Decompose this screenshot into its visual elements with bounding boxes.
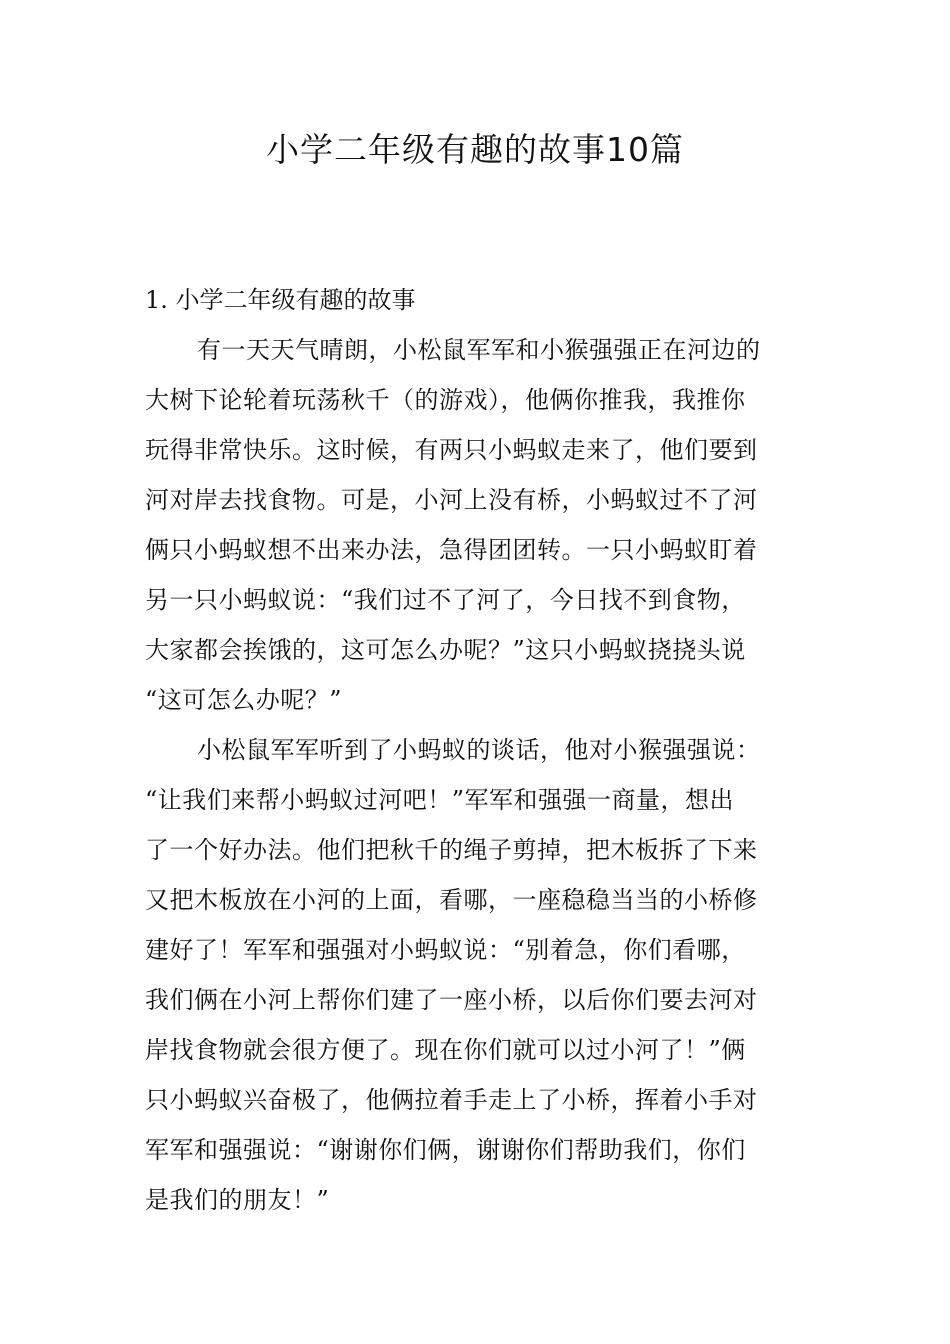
paragraph-line: 俩只小蚂蚁想不出来办法，急得团团转。一只小蚂蚁盯着	[145, 536, 758, 564]
paragraph-line: 军军和强强说：“谢谢你们俩，谢谢你们帮助我们，你们	[145, 1136, 746, 1164]
paragraph-line: 只小蚂蚁兴奋极了，他俩拉着手走上了小桥，挥着小手对	[145, 1086, 758, 1114]
paragraph-line: 又把木板放在小河的上面，看哪，一座稳稳当当的小桥修	[145, 886, 758, 914]
paragraph-line: 有一天天气晴朗，小松鼠军军和小猴强强正在河边的	[197, 336, 761, 364]
paragraph-line: 是我们的朋友！”	[145, 1186, 330, 1214]
paragraph-line: 小松鼠军军听到了小蚂蚁的谈话，他对小猴强强说：	[197, 736, 761, 764]
story-paragraph-2	[145, 725, 810, 1225]
section-heading: 1. 小学二年级有趣的故事	[145, 286, 416, 314]
story-paragraph-1	[145, 325, 810, 725]
paragraph-line: 大家都会挨饿的，这可怎么办呢？”这只小蚂蚁挠挠头说	[145, 636, 746, 664]
document-title: 小学二年级有趣的故事10篇	[266, 130, 684, 169]
paragraph-line: 河对岸去找食物。可是，小河上没有桥，小蚂蚁过不了河	[145, 486, 758, 514]
paragraph-line: 另一只小蚂蚁说：“我们过不了河了，今日找不到食物，	[145, 586, 746, 614]
paragraph-line: 建好了！军军和强强对小蚂蚁说：“别着急，你们看哪，	[145, 936, 746, 964]
paragraph-line: “让我们来帮小蚂蚁过河吧！”军军和强强一商量，想出	[145, 786, 735, 814]
paragraph-line: 玩得非常快乐。这时候，有两只小蚂蚁走来了，他们要到	[145, 436, 758, 464]
paragraph-line: 我们俩在小河上帮你们建了一座小桥，以后你们要去河对	[145, 986, 758, 1014]
paragraph-line: 大树下论轮着玩荡秋千（的游戏），他俩你推我，我推你	[145, 386, 746, 414]
paragraph-line: 岸找食物就会很方便了。现在你们就可以过小河了！”俩	[145, 1036, 746, 1064]
paragraph-line: 了一个好办法。他们把秋千的绳子剪掉，把木板拆了下来	[145, 836, 758, 864]
paragraph-line: “这可怎么办呢？”	[145, 686, 343, 714]
